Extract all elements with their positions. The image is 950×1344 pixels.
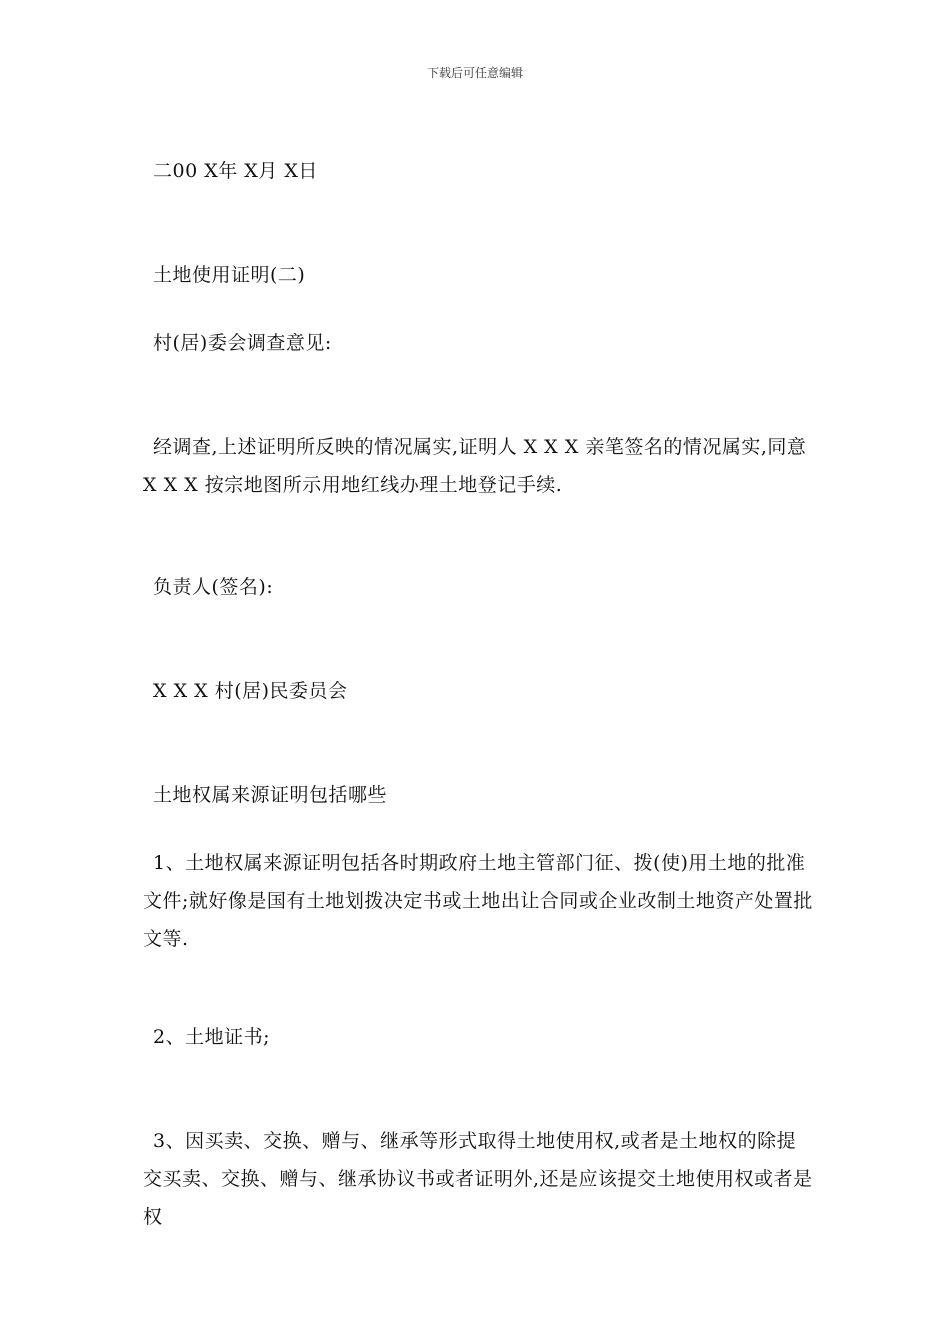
investigation-paragraph: 经调查,上述证明所反映的情况属实,证明人 X X X 亲笔签名的情况属实,同意 X X X 按宗地图所示用地红线办理土地登记手续.	[143, 436, 807, 496]
committee-opinion-label: 村(居)委会调查意见:	[153, 332, 332, 354]
date-line: 二00 X年 X月 X日	[153, 160, 318, 182]
page-header-note: 下载后可任意编辑	[426, 66, 523, 80]
list-item-2: 2、土地证书;	[153, 1026, 270, 1048]
village-committee-line: X X X 村(居)民委员会	[153, 680, 348, 702]
responsible-person-signature-line: 负责人(签名):	[153, 576, 274, 598]
list-item-1: 1、土地权属来源证明包括各时期政府土地主管部门征、拨(使)用土地的批准文件;就好像是国有土地划拨决定书或土地出让合同或企业改制土地资产处置批文等.	[143, 852, 813, 950]
section-title-land-ownership-sources: 土地权属来源证明包括哪些	[153, 784, 388, 806]
list-item-3: 3、因买卖、交换、赠与、继承等形式取得土地使用权,或者是土地权的除提交买卖、交换、赠与、继承协议书或者证明外,还是应该提交土地使用权或者是权	[143, 1130, 813, 1228]
section-title-land-use-certificate: 土地使用证明(二)	[153, 264, 306, 286]
